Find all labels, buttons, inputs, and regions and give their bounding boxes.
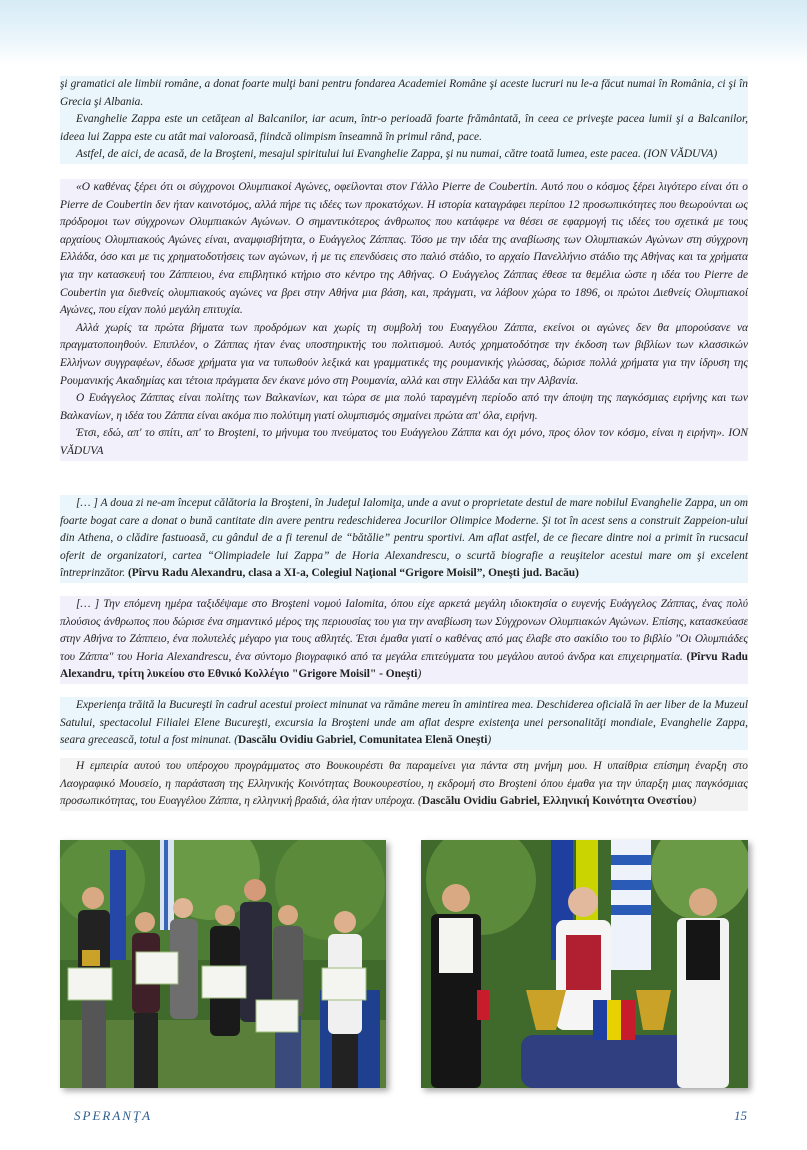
romanian-intro-paragraph-3: Astfel, de aici, de acasă, de la Broşteni, mesajul spiritului lui Evanghelie Zappa, şi nu numai, către toată lumea, este pacea. (ION VĂDUVA) (76, 148, 718, 161)
greek-teacher-testimony (60, 758, 748, 811)
romanian-student-testimony (60, 495, 748, 583)
romanian-student-text: [… ] A doua zi ne-am început călătoria la Broşteni, în Judeţul Ialomiţa, unde a avut o proprietate destul de mare nobilul Evanghelie Zappa, un om foarte bogat care a donat o bună cantitate din avere pentru redeschiderea Jocurilor Olimpice Moderne. Şi tot în acest sens a construit Zappeion-ului din Athena, o clădire fastuoasă, cu gândul de a fi terenul de “bătălie” pentru sportivi. Am aflat astfel, de ce fiecare dintre noi a primit în rucsacul oferit de organizatori, cartea “Olimpiadele lui Zappa” de Horia Alexandrescu, o scurtă biografie a reuşitelor acestui mare om şi excelent întreprinzător. (60, 497, 748, 580)
romanian-intro-paragraph-1: şi gramatici ale limbii române, a donat foarte mulţi bani pentru fondarea Academiei Române şi aceste lucruri nu le-a făcut numai în România, ci şi în Grecia şi Albania. (60, 78, 748, 108)
greek-student-close: ) (417, 668, 422, 681)
romanian-teacher-close: ) (487, 734, 492, 747)
romanian-teacher-text: Experienţa trăită la Bucureşti în cadrul acestui proiect minunat va rămâne mereu în amintirea mea. Deschiderea oficială în aer liber de la Muzeul Satului, spectacolul Filialei Elene Bucureşti, excursia la Broşteni unde am aflat despre existenţa unei personalităţi mondiale, Evanghelie Zappa, seara grecească, totul a fost minunat. ( (60, 699, 748, 747)
romanian-intro-paragraph-2: Evanghelie Zappa este un cetăţean al Balcanilor, iar acum, într-o perioadă foarte frământată, în ceea ce priveşte pacea lumii şi a Balcanilor, ideea lui Zappa este cu atât mai valoroasă, fiindcă olimpism înseamnă în primul rând, pace. (60, 113, 748, 143)
romanian-teacher-testimony (60, 697, 748, 750)
greek-student-text: [… ] Την επόμενη ημέρα ταξιδέψαμε στο Broşteni νομού Ialomita, όπου είχε αρκετά μεγάλη ιδιοκτησία ο ευγενής Ευάγγελος Ζάππας, ένας πολύ πλούσιος άνθρωπος που δώρισε ένα σημαντικό μέρος της περιουσίας του για την αναβίωση των Σύγχρονων Ολυμπιακών Αγώνων. Επίσης, κατασκεύασε στην Αθήνα το Ζάππειο, ένα πολυτελές μέγαρο για τους αθλητές. Έτσι έμαθα γιατί ο καθένας από μας έλαβε στο σακίδιο του το βιβλίο "Οι Ολυμπιάδες του Ζάππα" του Horia Alexandrescu, ένα σύντομο βιογραφικό από τα μεγάλα επιτεύγματα του μεγάλου αυτού άνδρα και επιχειρηματία. (60, 598, 748, 663)
greek-main-paragraph-2: Αλλά χωρίς τα πρώτα βήματα των προδρόμων και χωρίς τη συμβολή του Ευαγγέλου Ζάππα, εκείνοι οι αγώνες δεν θα μπορούσανε να πραγματοποιηθούν. Επιπλέον, ο Ζάππας ήταν ένας υποστηρικτής του πολιτισμού. Αυτός χρηματοδότησε την έκδοση των βιβλίων των κλασσικών Ελλήνων συγγραφέων, έδωσε χρήματα για να τυπωθούν λεξικά και γραμματικές της ρουμανικής γλώσσας, δώρισε πολλά χρήματα για την ίδρυση της Ρουμανικής Ακαδημίας και τέτοια πράγματα δεν έκανε μόνο στη Ρουμανία, αλλά και στην Ελλάδα και την Αλβανία. (60, 321, 748, 387)
greek-teacher-text: Η εμπειρία αυτού του υπέροχου προγράμματος στο Βουκουρέστι θα παραμείνει για πάντα στη μνήμη μου. Η υπαίθρια επίσημη έναρξη στο Λαογραφικό Μουσείο, η παράσταση της Ελληνικής Κοινότητας Βουκουρεστίου, η εκδρομή στο Broşteni όπου έμαθα για την ύπαρξη μιας παγκόσμιας προσωπικότητας, του Ευαγγέλου Ζάππα, η ελληνική βραδιά, όλα ήταν υπέροχα. ( (60, 760, 748, 808)
folk-dancers-photo (421, 840, 748, 1088)
greek-student-testimony (60, 596, 748, 684)
page-number: 15 (734, 1108, 747, 1123)
greek-main-paragraph-3: Ο Ευάγγελος Ζάππας είναι πολίτης των Βαλκανίων, και τώρα σε μια πολύ ταραγμένη περίοδο από την άποψη της παγκόσμιας ειρήνης και των Βαλκανίων, η ιδέα του Ζάππα είναι ακόμα πιο πολύτιμη γιατί ολυμπισμός σημαίνει πρώτα απ' όλα, ειρήνη. (60, 392, 748, 422)
top-header-band (0, 0, 807, 64)
greek-main-paragraph-1: «Ο καθένας ξέρει ότι οι σύγχρονοι Ολυμπιακοί Αγώνες, οφείλονται στον Γάλλο Pierre de Coubertin. Αυτό που ο κόσμος ξέρει λιγότερο είναι ότι ο Pierre de Coubertin δεν ήταν καινοτόμος, αλλά πήρε τις ιδέες των προκατόχων. Η ιστορία καταγράφει περίπου 12 προσωπικότητες που θεωρούνται ως πρόδρομοι των σύγχρονων Ολυμπιακών Αγώνων. Ο σημαντικότερος άνθρωπος που κατάφερε να θέσει σε εφαρμογή τις ιδέες του σχετικά με τους αρχαίους Ολυμπιακούς Αγώνες είναι, αναμφισβήτητα, ο Ευάγγελος Ζάππας. Τόσο με την ιδέα της αναβίωσης των Ολυμπιακών Αγώνων στη σύγχρονη Ελλάδα, όσο και με τις χρηματοδοτήσεις των αγώνων, ή με τις επενδύσεις στο παλιό στάδιο, το αρχαίο Πανελλήνιο στάδιο της Αθήνας και τα χρήματα για την κατασκευή του Ζάππειου, ένα επιβλητικό κτήριο στο κέντρο της Αθήνας. Ο Ευάγγελος Ζάππας έθεσε τα θεμέλια ώστε η ιδέα του Pierre de Coubertin για διεθνείς ολυμπιακούς αγώνες να βρει στην Αθήνα μια βάση, και, πράγματι, να λάβουν χώρα το 1896, οι πρώτοι Διεθνείς Ολυμπιακοί Αγώνες, που είχαν πολύ μεγάλη επιτυχία. (60, 181, 748, 317)
romanian-teacher-signature: Dascălu Ovidiu Gabriel, Comunitatea Elenă Oneşti (238, 734, 488, 747)
greek-main-paragraph-4: Έτσι, εδώ, απ' το σπίτι, απ' το Broşteni, το μήνυμα του πνεύματος του Ευάγγελου Ζάππα και όχι μόνο, προς όλον τον κόσμο, είναι η ειρήνη». ION VĂDUVA (60, 427, 748, 457)
romanian-student-signature: (Pîrvu Radu Alexandru, clasa a XI-a, Colegiul Naţional “Grigore Moisil”, Oneşti jud. Bacău) (127, 567, 579, 580)
magazine-title: SPERANŢA (74, 1108, 153, 1123)
romanian-intro-section (60, 76, 748, 164)
greek-student-signature: (Pîrvu Radu Alexandru, τρίτη λυκείου στο Εθνικό Κολλέγιο "Grigore Moisil" - Onești (60, 650, 748, 681)
greek-teacher-close: ) (692, 795, 697, 808)
greek-teacher-signature: Dascălu Ovidiu Gabriel, Ελληνική Κοινότητα Ονεστίου (421, 795, 693, 808)
greek-main-section (60, 179, 748, 461)
group-photo-diplomas (60, 840, 386, 1088)
